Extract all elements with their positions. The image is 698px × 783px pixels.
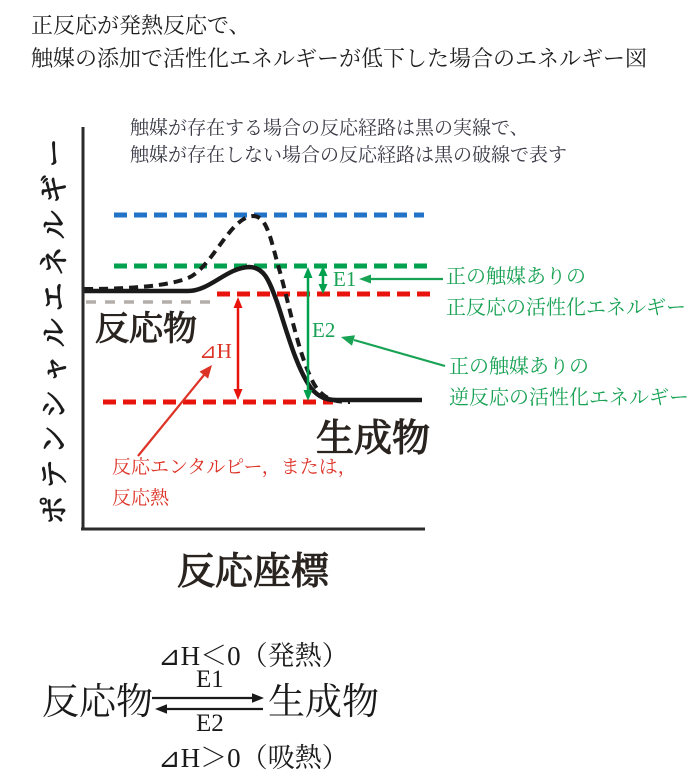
equation-exothermic-label: ⊿H＜0（発熱） xyxy=(158,641,349,671)
equation-reactant: 反応物 xyxy=(42,682,153,723)
e1-annotation-line2: 正反応の活性化エネルギー xyxy=(446,297,686,319)
reactant-level-label: 反応物 xyxy=(95,311,197,348)
e2-annotation-line2: 逆反応の活性化エネルギー xyxy=(449,387,689,409)
e1-marker-label: E1 xyxy=(333,267,357,291)
equation-product: 生成物 xyxy=(268,682,379,723)
legend-note-line2: 触媒が存在しない場合の反応経路は黒の破線で表す xyxy=(130,145,568,166)
x-axis-label: 反応座標 xyxy=(177,551,330,593)
e2-annotation-arrow xyxy=(341,335,445,366)
e2-annotation xyxy=(449,352,689,414)
e1-annotation xyxy=(446,262,686,324)
y-axis-label: ポテンシャルエネルギー xyxy=(39,131,71,525)
e1-annotation-line1: 正の触媒ありの xyxy=(446,266,586,288)
dh-annotation xyxy=(112,452,357,514)
legend-note-line1: 触媒が存在する場合の反応経路は黒の実線で、 xyxy=(130,118,529,139)
e1-annotation-arrow xyxy=(359,275,443,284)
equation-forward-label: E1 xyxy=(196,666,224,693)
product-level-label: 生成物 xyxy=(316,418,431,460)
dh-annotation-line1: 反応エンタルピー，または， xyxy=(112,457,357,478)
page-title-line2: 触媒の添加で活性化エネルギーが低下した場合のエネルギー図 xyxy=(31,46,648,71)
equation-reverse-label: E2 xyxy=(196,710,224,737)
e2-annotation-line1: 正の触媒ありの xyxy=(449,356,589,378)
page-title-line1: 正反応が発熱反応で、 xyxy=(31,13,251,38)
forward-reaction-arrow xyxy=(152,693,264,703)
dh-marker-label: ⊿H xyxy=(199,339,232,363)
dh-annotation-line2: 反応熱 xyxy=(112,488,170,509)
e1-measure-arrow xyxy=(319,266,328,294)
e2-marker-label: E2 xyxy=(312,318,336,342)
equation-endothermic-label: ⊿H＞0（吸熱） xyxy=(158,743,349,773)
dh-annotation-arrow xyxy=(138,365,212,456)
dh-measure-arrow xyxy=(234,297,243,400)
